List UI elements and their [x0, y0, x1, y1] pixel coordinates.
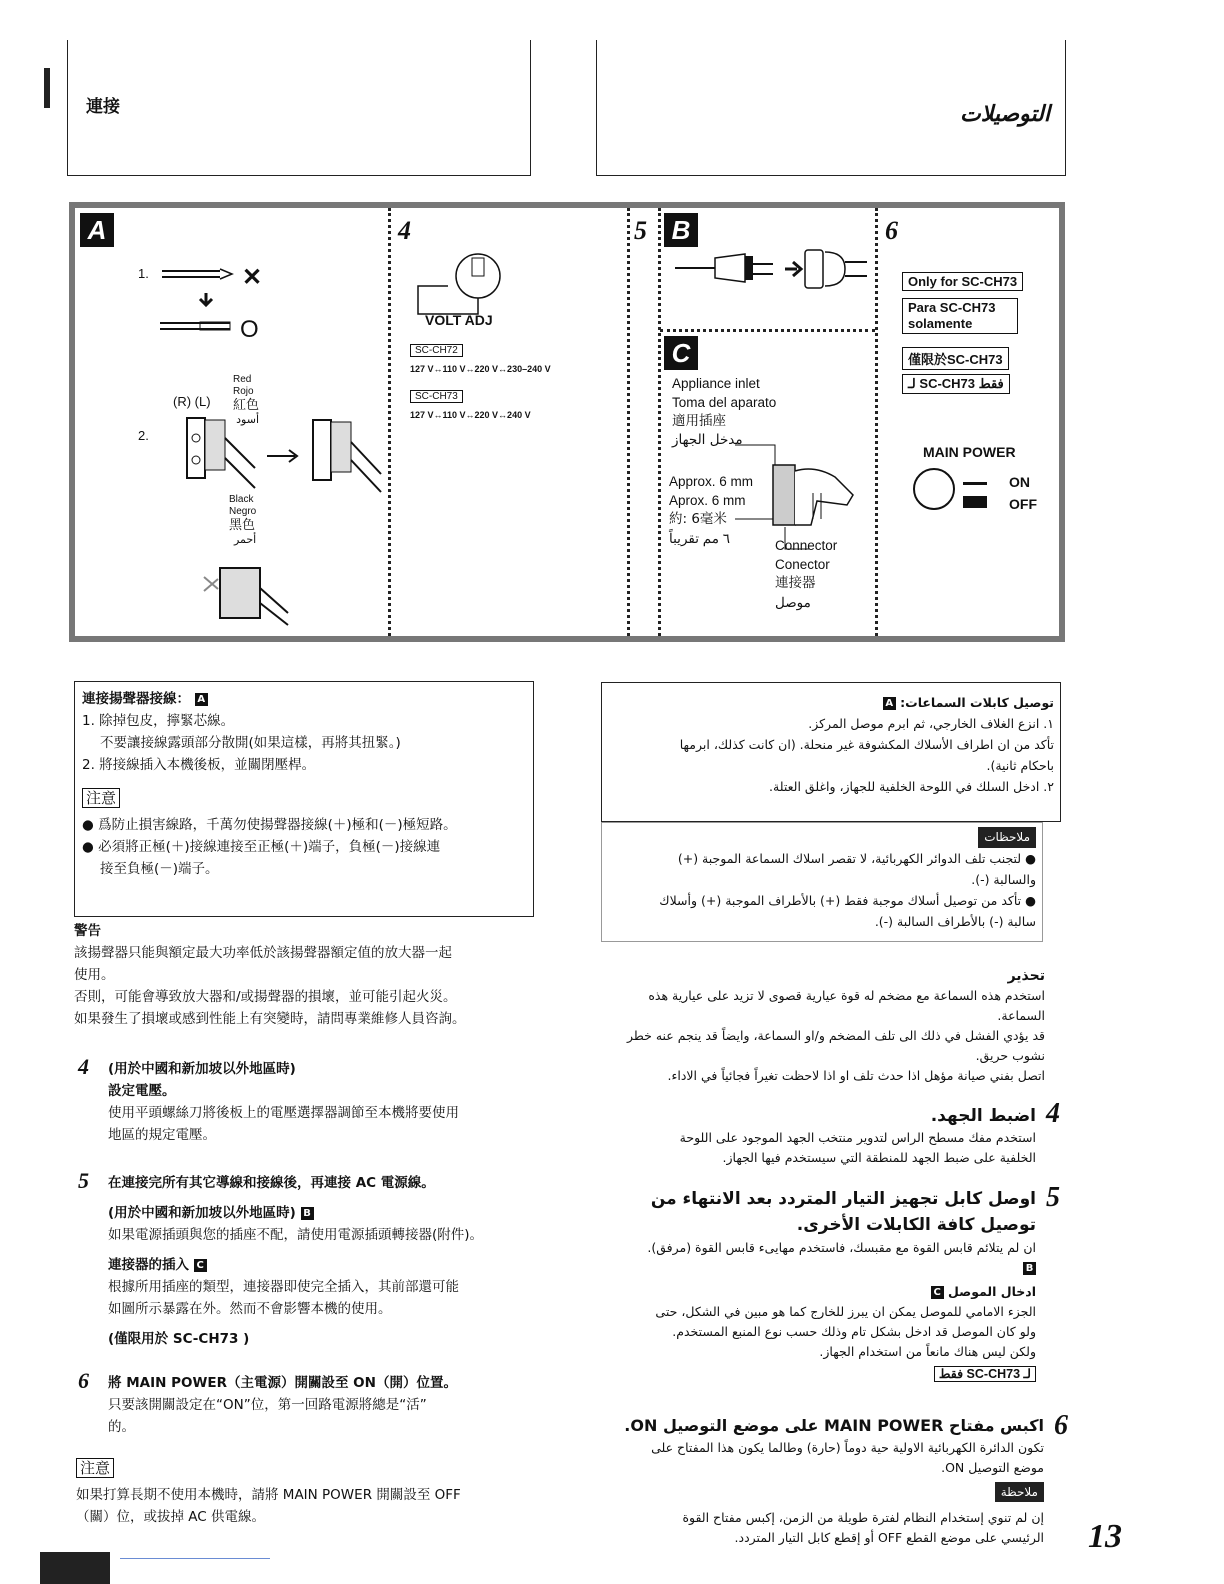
zh-step-6-heading: 將 MAIN POWER（主電源）開關設至 ON（開）位置。: [108, 1375, 457, 1391]
marker-c: C: [194, 1259, 207, 1272]
ar-warning-line: اتصل بفني صيانة مؤهل اذا حدث تلف او اذا لاحظت تغيراً فجائياً في الاداء.: [667, 1068, 1045, 1083]
step-2-marker: 2.: [138, 428, 149, 443]
ar-step-4-body: استخدم مفك مسطح الراس لتدوير منتخب الجهد الموجود على اللوحة: [679, 1130, 1036, 1145]
ar-note-line: ● تأكد من توصيل أسلاك موجبة فقط (+) بالأطراف الموجبة (+) وأسلاك: [659, 893, 1036, 908]
only-for-tag-ar: لـ SC-CH73 فقط: [902, 374, 1010, 394]
zh-step-6-note: [76, 1458, 546, 1528]
approx-zh: 約: 6毫米: [669, 511, 727, 527]
marker-b: B: [301, 1207, 314, 1220]
zh-note-label: 注意: [82, 788, 120, 808]
step-1-marker: 1.: [138, 266, 149, 281]
zh-step-5-number: 5: [78, 1168, 89, 1193]
power-button-icon: [913, 468, 955, 510]
zh-step-6-note-line: （關）位，或拔掉 AC 供電線。: [76, 1509, 266, 1525]
approx-en: Approx. 6 mm: [669, 474, 754, 489]
zh-speaker-content: [82, 688, 532, 880]
panel-6-number: 6: [885, 216, 898, 245]
corner-mark: [40, 1552, 110, 1584]
zh-step-5-heading: 在連接完所有其它導線和接線後，再連接 AC 電源線。: [108, 1175, 435, 1191]
model-tag-ch72: SC-CH72: [410, 344, 463, 357]
appliance-inlet-label: [672, 374, 776, 450]
ar-speaker-line: تأكد من ان اطراف الأسلاك المكشوفة غير منحلة. (ان كانت كذلك، ابرمها: [679, 737, 1054, 752]
ar-speaker-line: ٢. ادخل السلك في اللوحة الخلفية للجهاز، واغلق العتلة.: [769, 779, 1054, 794]
zh-warning: [74, 920, 544, 1030]
ar-insert-title: ادخال الموصل: [947, 1284, 1036, 1299]
panel-a-label: A: [80, 213, 114, 247]
inlet-es: Toma del aparato: [672, 395, 777, 410]
black-wire-label: [229, 494, 256, 546]
zh-step-6-note-line: 如果打算長期不使用本機時，請將 MAIN POWER 開關設至 OFF: [76, 1487, 461, 1503]
connector-ar: موصل: [775, 595, 811, 610]
ar-step-5: [600, 1186, 1036, 1384]
underline-mark: [120, 1558, 270, 1559]
ar-step-6-number: 6: [1054, 1410, 1068, 1441]
ar-step-6-body: تكون الدائرة الكهربائية الاولية حية دوماً (حارة) وطالما يكون هذا المفتاح على: [651, 1440, 1044, 1455]
volt-adj-label: VOLT ADJ: [425, 312, 493, 328]
ar-speaker-title: توصيل كابلات السماعات:: [900, 695, 1054, 710]
zh-insert-title: 連接器的插入: [108, 1257, 189, 1273]
ar-warning-line: قد يؤدي الفشل في ذلك الى تلف المضخم و/او السماعة، وايضاً قد ينجم عنه خطر: [626, 1028, 1045, 1043]
zh-step-5-sub: (用於中國和新加坡以外地區時): [108, 1205, 296, 1221]
zh-speaker-item-2: 2. 將接線插入本機後板，並關閉壓桿。: [82, 757, 316, 773]
ar-speaker-line: ١. انزع الغلاف الخارجي، ثم ابرم موصل المركز.: [808, 716, 1054, 731]
red-zh: 紅色: [233, 398, 260, 413]
ar-note-line: سالبة (-) بالأطراف السالبة (-).: [874, 914, 1036, 929]
terminal-illustration: [175, 408, 395, 498]
zh-warning-title: 警告: [74, 923, 101, 939]
only-for-tag-es: Para SC-CH73 solamente: [902, 298, 1018, 334]
bad-mark: ✕: [242, 264, 263, 291]
ar-section-title: التوصيلات: [960, 102, 1050, 127]
ar-notes-content: [606, 826, 1036, 932]
zh-insert-body: 如圖所示暴露在外。然而不會影響本機的使用。: [108, 1301, 392, 1317]
ar-step-6: [600, 1414, 1044, 1548]
connector-es: Conector: [775, 557, 830, 572]
rl-label: (R) (L): [173, 394, 211, 409]
ar-notes-label: ملاحظات: [978, 827, 1036, 848]
ar-speaker-line: باحكام ثانية).: [986, 758, 1054, 773]
black-es: Negro: [229, 506, 257, 517]
ar-warning: [600, 966, 1045, 1086]
off-label: OFF: [1009, 496, 1037, 512]
zh-step-5-body: 如果電源插頭與您的插座不配，請使用電源插頭轉接器(附件)。: [108, 1227, 484, 1243]
ar-step-4-heading: اضبط الجهد.: [930, 1106, 1036, 1126]
ar-step-5-number: 5: [1046, 1182, 1060, 1213]
zh-step-4-body: 使用平頭螺絲刀將後板上的電壓選擇器調節至本機將要使用: [108, 1105, 459, 1121]
zh-step-6-number: 6: [78, 1368, 89, 1393]
black-en: Black: [229, 494, 254, 505]
terminal-closed-illustration: [200, 563, 290, 628]
zh-step-6-note-label: 注意: [76, 1458, 114, 1478]
zh-header-box: [67, 40, 531, 176]
only-for-tag-zh: 僅限於SC-CH73: [902, 347, 1009, 370]
ar-note-line: والسالبة (-).: [971, 872, 1036, 887]
zh-section-title: 連接: [86, 97, 120, 117]
zh-step-6: [108, 1372, 548, 1438]
only-for-tag-en: Only for SC-CH73: [902, 272, 1023, 291]
voltage-values-ch72: 127 V↔110 V↔220 V↔230–240 V: [410, 364, 551, 374]
good-mark: O: [240, 316, 259, 343]
zh-step-4: [108, 1058, 548, 1146]
ar-warning-title: تحذير: [1007, 968, 1045, 984]
ar-step-6-heading: اكبس مفتاح MAIN POWER على موضع التوصيل ON.: [624, 1416, 1044, 1435]
divider: [875, 208, 878, 636]
ar-step-6-body: موضع التوصيل ON.: [941, 1460, 1044, 1475]
model-tag-ch73: SC-CH73: [410, 390, 463, 403]
panel-b-label: B: [664, 213, 698, 247]
off-indicator-icon: [963, 496, 987, 508]
inlet-en: Appliance inlet: [672, 376, 760, 391]
divider: [660, 329, 875, 332]
ar-insert-body: الجزء الامامي للموصل يمكن ان يبرز للخارج كما هو مبين في الشكل، حتى: [655, 1304, 1036, 1319]
black-ar: أحمر: [233, 533, 257, 546]
ar-insert-body: ولكن ليس هناك مانعاً من استخدام الجهاز.: [819, 1344, 1036, 1359]
ar-only-ch73: لـ SC-CH73 فقط: [934, 1366, 1036, 1382]
zh-note-2: ● 必須將正極(＋)接線連接至正極(＋)端子，負極(－)接線連: [82, 839, 441, 855]
zh-step-4-heading2: 設定電壓。: [108, 1083, 176, 1099]
panel-5-number: 5: [634, 216, 647, 245]
ar-step-4: [600, 1104, 1036, 1168]
zh-insert-body: 根據所用插座的類型，連接器即使完全插入，其前部還可能: [108, 1279, 459, 1295]
ar-step-5-heading: توصيل كافة الكابلات الأخرى.: [796, 1215, 1036, 1235]
ar-step-4-body: الخلفية على ضبط الجهد للمنطقة التي سيستخدم فيها الجهاز.: [722, 1150, 1036, 1165]
zh-step-5: [108, 1172, 548, 1350]
zh-warning-line: 該揚聲器只能與額定最大功率低於該揚聲器額定值的放大器一起: [74, 945, 452, 961]
red-ar: أسود: [236, 413, 260, 426]
zh-step-4-body: 地區的規定電壓。: [108, 1127, 216, 1143]
panel-c-label: C: [664, 336, 698, 370]
zh-warning-line: 使用。: [74, 967, 115, 983]
approx-es: Aprox. 6 mm: [669, 493, 746, 508]
zh-warning-line: 否則，可能會導致放大器和/或揚聲器的損壞，並可能引起火災。: [74, 989, 457, 1005]
ar-step-6-note-line: إن لم تنوي إستخدام النظام لفترة طويلة من الزمن، إكبس مفتاح القوة: [682, 1510, 1044, 1525]
ar-step-4-number: 4: [1046, 1098, 1060, 1129]
plug-adapter-illustration: [675, 244, 875, 304]
black-zh: 黑色: [229, 518, 256, 533]
connection-figure: [69, 202, 1065, 642]
zh-step-4-heading: (用於中國和新加坡以外地區時): [108, 1061, 296, 1077]
on-label: ON: [1009, 474, 1030, 490]
zh-step-6-body: 的。: [108, 1419, 135, 1435]
zh-speaker-item-1b: 不要讓接線露頭部分散開(如果這樣，再將其扭緊。): [100, 735, 401, 751]
zh-step-6-body: 只要該開關設定在“ON”位，第一回路電源將總是“活”: [108, 1397, 427, 1413]
zh-step-4-number: 4: [78, 1054, 89, 1079]
on-indicator-icon: [963, 482, 987, 485]
ar-speaker-content: [606, 692, 1054, 797]
ar-warning-line: استخدم هذه السماعة مع مضخم له قوة عيارية قصوى لا تزيد على عيارية هذه: [648, 988, 1045, 1003]
marker-a: A: [195, 693, 208, 706]
zh-note-2b: 接至負極(－)端子。: [100, 861, 219, 877]
red-en: Red: [233, 374, 252, 385]
ar-step-5-body: ان لم يتلائم قابس القوة مع مقبسك، فاستخدم مهايىء قابس القوة (مرفق).: [647, 1240, 1036, 1255]
zh-speaker-title: 連接揚聲器接線：: [82, 691, 190, 707]
connector-en: Connector: [775, 538, 838, 553]
divider: [658, 208, 661, 636]
zh-only-ch73: (僅限用於 SC-CH73 ): [108, 1331, 250, 1347]
panel-4-number: 4: [398, 216, 411, 245]
ar-warning-line: السماعة.: [997, 1008, 1045, 1023]
binding-mark: [44, 68, 50, 108]
marker-a-ar: A: [883, 697, 896, 710]
zh-warning-line: 如果發生了損壞或感到性能上有突變時，請問專業維修人員咨詢。: [74, 1011, 466, 1027]
connector-label: [775, 536, 837, 612]
inlet-ar: مدخل الجهاز: [672, 432, 743, 448]
ar-step-6-note-label: ملاحظة: [995, 1482, 1044, 1502]
voltage-values-ch73: 127 V↔110 V↔220 V↔240 V: [410, 410, 531, 420]
ar-step-5-heading: اوصل كابل تجهيز التيار المتردد بعد الانتهاء من: [650, 1189, 1036, 1209]
approx-ar: ٦ مم تقريباً: [669, 531, 730, 546]
ar-insert-body: ولو كان الموصل قد ادخل بشكل تام وذلك حسب نوع المنبع المستخدم.: [672, 1324, 1036, 1339]
connector-zh: 連接器: [775, 575, 816, 591]
zh-speaker-item-1: 1. 除掉包皮，擰緊芯線。: [82, 713, 235, 729]
main-power-label: MAIN POWER: [923, 444, 1016, 460]
divider: [627, 208, 630, 636]
red-es: Rojo: [233, 386, 254, 397]
zh-note-1: ● 爲防止損害線路，千萬勿使揚聲器接線(＋)極和(－)極短路。: [82, 817, 457, 833]
marker-b-ar: B: [1023, 1262, 1036, 1275]
ar-note-line: ● لتجنب تلف الدوائر الكهربائية، لا تقصر اسلاك السماعة الموجبة (+): [677, 851, 1036, 866]
ar-step-6-note-line: الرئيسي على موضع القطع OFF أو إقطع كابل التيار المتردد.: [734, 1530, 1044, 1545]
marker-c-ar: C: [931, 1286, 944, 1299]
page-number: 13: [1088, 1518, 1122, 1555]
inlet-zh: 適用插座: [672, 413, 726, 429]
ar-warning-line: نشوب حريق.: [975, 1048, 1045, 1063]
